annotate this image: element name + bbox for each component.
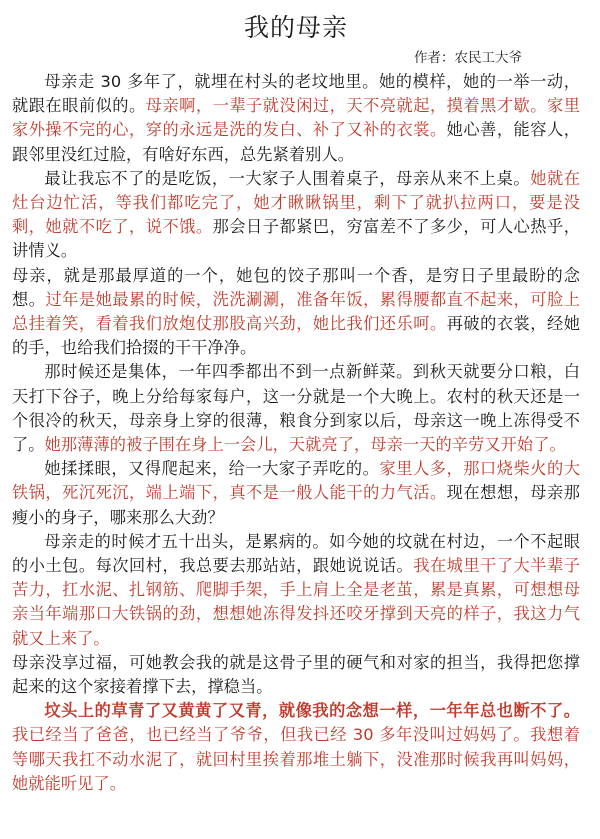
paragraph	[12, 699, 580, 796]
paragraph	[12, 530, 580, 651]
text-segment: 她心善，能容人，跟邻里没红过脸，有啥好东西，总先紧着别人。	[12, 120, 580, 164]
author-line: 作者：农民工大爷	[414, 50, 522, 66]
highlighted-text-segment: 她那薄薄的被子围在身上一会儿，天就亮了，母亲一天的辛劳又开始了。	[44, 435, 566, 455]
highlighted-text-segment: 我已经当了爸爸，也已经当了爷爷，但我已经 30 多年没叫过妈妈了。我想着等哪天我扛不动水泥了，就回村里挨着那堆土躺下，没准那时候我再叫妈妈，她就能听见了。	[12, 725, 580, 793]
article-body	[12, 70, 580, 796]
paragraph	[12, 360, 580, 457]
text-segment: 她揉揉眼，又得爬起来，给一大家子弄吃的。	[44, 459, 380, 479]
text-segment: 那时候还是集体，一年四季都出不到一点新鲜菜。到秋天就要分口粮，白天打下谷子，晚上分给每家每户，这一分就是一个大晚上。农村的秋天还是一个很冷的秋天，母亲身上穿的很薄，粮食分到家以后，母亲这一晚上冻得受不了。	[12, 362, 580, 455]
text-segment: 母亲没享过福，可她教会我的就是这骨子里的硬气和对家的担当，我得把您撑起来的这个家接着撑下去，撑稳当。	[12, 652, 580, 697]
highlighted-text-segment: 过年是她最累的时候，洗洗涮涮，准备年饭，累得腰都直不起来，可脸上总挂着笑，看着我们放炮仗那股高兴劲，她比我们还乐呵。	[12, 289, 580, 334]
paragraph	[12, 70, 580, 167]
highlighted-text-segment: 坟头上的草青了又黄黄了又青，就像我的念想一样，一年年总也断不了。	[44, 701, 580, 721]
text-segment: 最让我忘不了的是吃饭，一大家子人围着桌子，母亲从来不上桌。	[44, 168, 531, 188]
text-segment: 母亲，就是那最厚道的一个，她包的饺子那叫一个香，是穷日子里最盼的念想。	[12, 265, 580, 309]
paragraph	[12, 651, 580, 699]
paragraph	[12, 264, 580, 361]
highlighted-text-segment: 我在城里干了大半辈子苦力，扛水泥、扎钢筋、爬脚手架，手上肩上全是老茧，累是真累，可想想母亲当年端那口大铁锅的劲，想想她冻得发抖还咬牙撑到天亮的样子，我这力气就又上来了。	[12, 556, 581, 648]
text-segment: 母亲走的时候才五十出头，是累病的。如今她的坟就在村边，一个不起眼的小土包。每次回村，我总要去那站站，跟她说说话。	[12, 531, 580, 576]
text-segment: 再破的衣裳，经她的手，也给我们拾掇的干干净净。	[12, 314, 580, 358]
highlighted-text-segment: 她就在灶台边忙活，等我们都吃完了，她才瞅瞅锅里，剩下了就扒拉两口，要是没剩，她就不吃了，说不饿。	[12, 168, 580, 237]
text-segment: 母亲走 30 多年了，就埋在村头的老坟地里。她的模样，她的一举一动，就跟在眼前似的。	[12, 72, 580, 116]
paragraph	[12, 167, 580, 264]
text-segment: 现在想想，母亲那瘦小的身子，哪来那么大劲？	[12, 483, 580, 527]
highlighted-text-segment: 家里人多，那口烧柴火的大铁锅，死沉死沉，端上端下，真不是一般人能干的力气活。	[12, 459, 580, 503]
highlighted-text-segment: 母亲啊，一辈子就没闲过，天不亮就起，摸着黑才歇。家里家外操不完的心，穿的永远是洗的发白、补了又补的衣裳。	[12, 96, 580, 140]
paragraph	[12, 457, 580, 530]
page-title: 我的母亲	[243, 13, 348, 42]
text-segment: 那会日子都紧巴，穷富差不了多少，可人心热乎，讲情义。	[12, 217, 580, 261]
